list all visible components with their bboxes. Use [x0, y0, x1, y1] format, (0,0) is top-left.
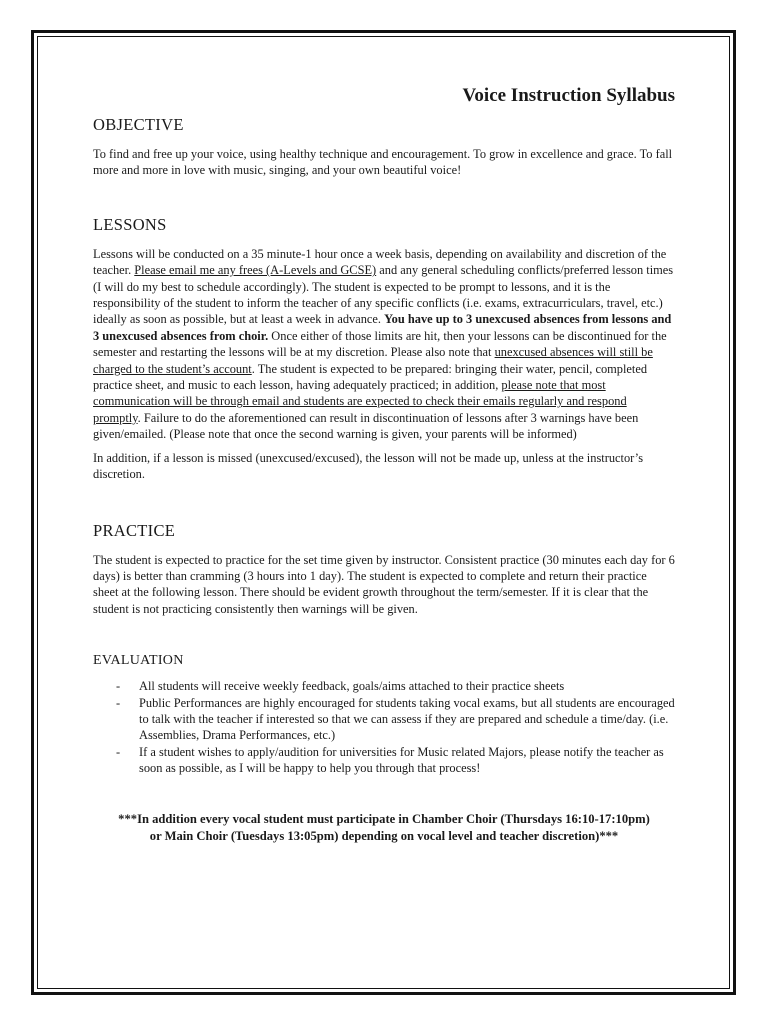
bullet-dash: - [116, 695, 121, 710]
document-title: Voice Instruction Syllabus [462, 85, 675, 106]
evaluation-item-text: If a student wishes to apply/audition for universities for Music related Majors, please notify the teacher as soon as possible, as I will be happy to help you through that process! [139, 744, 664, 776]
practice-text: The student is expected to practice for the set time given by instructor. Consistent practice (30 minutes each day for 6 days) is better than cramming (3 hours into 1 day). The student is expected to complete and return their practice sheet at the following lesson. There should be evident growth throughout the term/semester. If it is clear that the student is not practicing consistently then warnings will be given. [93, 552, 675, 616]
objective-heading: OBJECTIVE [93, 115, 184, 134]
choir-notice-line-1: ***In addition every vocal student must participate in Chamber Choir (Thursdays 16:10-17:10pm) [118, 811, 650, 826]
evaluation-list [93, 678, 675, 776]
lessons-paragraph-2: In addition, if a lesson is missed (unexcused/excused), the lesson will not be made up, unless at the instructor’s discretion. [93, 450, 644, 482]
lessons-underline-email-frees: Please email me any frees (A-Levels and GCSE) [134, 263, 377, 278]
list-item [93, 744, 675, 777]
list-item [93, 678, 675, 694]
evaluation-heading: EVALUATION [93, 653, 184, 669]
evaluation-item-text: Public Performances are highly encouraged for students taking vocal exams, but all students are encouraged to talk with the teacher if interested so that we can assess if they are prepared and schedule a time/day. (i.e. Assemblies, Drama Performances, etc.) [139, 695, 675, 743]
lessons-underline-communication: please note that most communication will be through email and students are expected to check their emails regularly and respond promptly [93, 378, 627, 425]
lessons-text-4: . The student is expected to be prepared: bringing their water, pencil, completed practice sheet, and music to each lesson, having adequately practiced; in addition, [93, 361, 648, 393]
lessons-heading: LESSONS [93, 214, 167, 234]
bullet-dash: - [116, 679, 121, 694]
document-body [93, 84, 675, 845]
lessons-text-2: and any general scheduling conflicts/preferred lesson times (I will do my best to schedule accordingly). The student is expected to be prompt to lessons, and it is the responsibility of the student to inform the teacher of any specific conflicts (i.e. exams, extracurriculars, travel, etc.) ideally as soon as possible, but at least a week in advance. [93, 263, 674, 327]
choir-notice-line-2: or Main Choir (Tuesdays 13:05pm) depending on vocal level and teacher discretion)*** [149, 828, 619, 843]
evaluation-item-text: All students will receive weekly feedback, goals/aims attached to their practice sheets [139, 679, 565, 694]
choir-notice [93, 811, 675, 845]
lessons-text-3: Once either of those limits are hit, then your lessons can be discontinued for the semester and restarting the lessons will be at my discretion. Please also note that [93, 328, 667, 360]
lessons-bold-absences: You have up to 3 unexcused absences from lessons and 3 unexcused absences from choir. [93, 312, 672, 343]
bullet-dash: - [116, 744, 121, 759]
practice-heading: PRACTICE [93, 520, 176, 540]
objective-text: To find and free up your voice, using healthy technique and encouragement. To grow in excellence and grace. To fall more and more in love with music, singing, and your own beautiful voice! [93, 147, 673, 178]
lessons-paragraph-1 [93, 246, 675, 443]
list-item [93, 695, 675, 744]
lessons-text-1: Lessons will be conducted on a 35 minute-1 hour once a week basis, depending on availability and discretion of the teacher. [93, 246, 667, 278]
lessons-underline-charged: unexcused absences will still be charged to the student’s account [93, 345, 653, 376]
lessons-text-5: . Failure to do the aforementioned can result in discontinuation of lessons after 3 warnings have been given/emailed. (Please note that once the second warning is given, your parents will be informed) [93, 410, 639, 442]
